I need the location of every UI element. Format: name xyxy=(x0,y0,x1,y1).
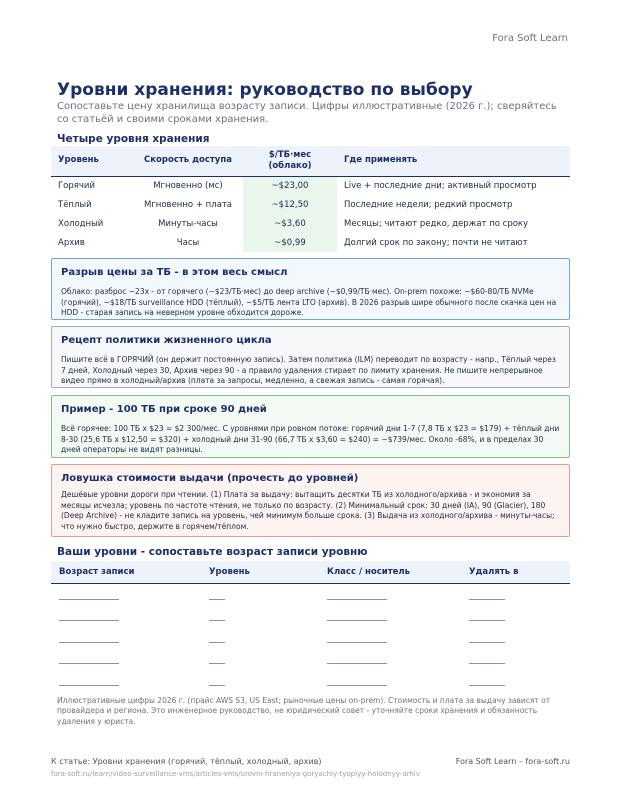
worksheet-heading: Ваши уровни - сопоставьте возраст записи уровню xyxy=(57,546,368,558)
worksheet-cell[interactable] xyxy=(51,669,201,691)
example-callout xyxy=(51,395,570,458)
tier-name: Холодный xyxy=(58,218,104,229)
page-subtitle: Сопоставьте цену хранилища возрасту записи. Цифры иллюстративные (2026 г.); сверяйтесь со статьёй и своими сроками хранения. xyxy=(57,101,557,125)
fill-in-line xyxy=(469,663,505,664)
fill-in-line xyxy=(327,599,387,600)
retrieval-cost-callout xyxy=(51,464,570,537)
fill-in-line xyxy=(59,663,119,664)
tier-use: Live + последние дни; активный просмотр xyxy=(344,180,537,191)
worksheet-cell[interactable] xyxy=(319,583,461,605)
worksheet-cell[interactable] xyxy=(461,626,570,648)
worksheet-cell[interactable] xyxy=(51,583,201,605)
callout-title: Рецепт политики жизненного цикла xyxy=(61,335,272,346)
worksheet-cell[interactable] xyxy=(51,626,201,648)
worksheet-cell[interactable] xyxy=(201,583,319,605)
tier-access: Минуты-часы xyxy=(158,218,218,229)
worksheet-cell[interactable] xyxy=(201,626,319,648)
worksheet-cell[interactable] xyxy=(319,648,461,670)
footer-article-link[interactable]: К статье: Уровни хранения (горячий, тёплый, холодный, архив) xyxy=(51,757,322,766)
worksheet-cell[interactable] xyxy=(319,626,461,648)
fill-in-line xyxy=(469,620,505,621)
col-class-media: Класс / носитель xyxy=(319,561,461,583)
table-row xyxy=(51,214,570,233)
tier-access: Мгновенно + плата xyxy=(144,199,232,210)
footer-url[interactable]: fora-soft.ru/learn/video-surveillance-vms/articles-vms/urovni-hraneniya-goryachiy-tyoplyy-holodnyy-arhiv xyxy=(51,770,420,778)
tier-access: Часы xyxy=(176,237,200,248)
tiers-header-row xyxy=(51,146,570,176)
fill-in-line xyxy=(469,642,505,643)
col-record-age: Возраст записи xyxy=(51,561,201,583)
col-tier: Уровень xyxy=(51,146,133,176)
tiers-table xyxy=(51,146,570,252)
fill-in-line xyxy=(59,642,119,643)
table-row xyxy=(51,233,570,252)
callout-title: Пример - 100 ТБ при сроке 90 дней xyxy=(61,404,267,415)
tier-price: ~$0,99 xyxy=(243,233,337,252)
tier-price: ~$23,00 xyxy=(243,176,337,195)
worksheet-cell[interactable] xyxy=(51,605,201,627)
page-title: Уровни хранения: руководство по выбору xyxy=(57,80,473,100)
tier-access: Мгновенно (мс) xyxy=(153,180,223,191)
disclaimer-note: Иллюстративные цифры 2026 г. (прайс AWS S3, US East; рыночные цены on-prem). Стоимость и плата за выдачу зависят от провайдера и региона. Это инженерное руководство, не юридический совет - уточняйте сроки хранения и обязанность удаления у юриста. xyxy=(57,696,551,726)
tier-price: ~$12,50 xyxy=(243,195,337,214)
worksheet-cell[interactable] xyxy=(461,583,570,605)
fill-in-line xyxy=(209,642,225,643)
table-row xyxy=(51,176,570,195)
tier-use: Долгий срок по закону; почти не читают xyxy=(344,237,528,248)
worksheet-cell[interactable] xyxy=(51,648,201,670)
worksheet-cell[interactable] xyxy=(319,605,461,627)
tier-name: Тёплый xyxy=(58,199,92,210)
worksheet-row xyxy=(51,583,570,605)
worksheet-cell[interactable] xyxy=(461,605,570,627)
tiers-heading: Четыре уровня хранения xyxy=(57,133,210,145)
fill-in-line xyxy=(469,599,505,600)
footer-brand: Fora Soft Learn – fora-soft.ru xyxy=(455,757,570,766)
fill-in-line xyxy=(209,663,225,664)
worksheet-header-row xyxy=(51,561,570,583)
fill-in-line xyxy=(59,620,119,621)
fill-in-line xyxy=(59,599,119,600)
worksheet-cell[interactable] xyxy=(461,648,570,670)
col-tier: Уровень xyxy=(201,561,319,583)
fill-in-line xyxy=(59,685,119,686)
fill-in-line xyxy=(209,599,225,600)
tier-use: Месяцы; читают редко, держат по сроку xyxy=(344,218,529,229)
worksheet-table xyxy=(51,561,570,691)
tier-name: Архив xyxy=(58,237,85,248)
fill-in-line xyxy=(469,685,505,686)
worksheet-cell[interactable] xyxy=(461,669,570,691)
tier-price: ~$3,60 xyxy=(243,214,337,233)
brand-label: Fora Soft Learn xyxy=(492,33,568,44)
callout-text: Дешёвые уровни дороги при чтении. (1) Плата за выдачу: вытащить десятки ТБ из холодного/архива - и экономия за месяцы исчезла; уровень по частоте чтения, не только по возрасту. (2) Минимальный срок: 30 дней (IA), 90 (Glacier), 180 (Deep Archive) - не кладите запись на уровень, чей минимум больше срока. (3) Выдача из холодного/архива - минуты-часы; что нужно быстро, держите в горячем/тёплом. xyxy=(61,490,555,531)
fill-in-line xyxy=(209,685,225,686)
price-gap-callout xyxy=(51,258,570,320)
col-use-case: Где применять xyxy=(337,146,570,176)
worksheet-row xyxy=(51,669,570,691)
callout-text: Пишите всё в ГОРЯЧИЙ (он держит постоянную запись). Затем политика (ILM) переводит по возрасту - напр., Тёплый через 7 дней, Холодный через 30, Архив через 90 - а правило удаления стирает по лимиту хранения. Не пишите непрерывное видео прямо в холодный/архив (плата за запросы, медленно, а свежая запись - самая горячая). xyxy=(61,355,556,386)
callout-title: Разрыв цены за ТБ - в этом весь смысл xyxy=(61,267,288,278)
worksheet-cell[interactable] xyxy=(201,669,319,691)
col-delete-at: Удалять в xyxy=(461,561,570,583)
worksheet-cell[interactable] xyxy=(201,648,319,670)
worksheet-row xyxy=(51,626,570,648)
worksheet-row xyxy=(51,648,570,670)
table-row xyxy=(51,195,570,214)
callout-text: Всё горячее: 100 ТБ x $23 = $2 300/мес. С уровнями при ровном потоке: горячий дни 1-7 (7,8 ТБ x $23 = $179) + тёплый дни 8-30 (25,6 ТБ x $12,50 = $320) + холодный дни 31-90 (66,7 ТБ x $3,60 = $240) = ~$739/мес. Около -68%, и в пределах 30 дней операторы не видят разницы. xyxy=(61,424,560,455)
fill-in-line xyxy=(327,642,387,643)
fill-in-line xyxy=(327,620,387,621)
worksheet-cell[interactable] xyxy=(319,669,461,691)
lifecycle-policy-callout xyxy=(51,326,570,388)
col-access-speed: Скорость доступа xyxy=(133,146,243,176)
fill-in-line xyxy=(209,620,225,621)
fill-in-line xyxy=(327,685,387,686)
tier-use: Последние недели; редкий просмотр xyxy=(344,199,513,210)
worksheet-cell[interactable] xyxy=(201,605,319,627)
callout-text: Облако: разброс ~23х - от горячего (~$23/ТБ·мес) до deep archive (~$0,99/ТБ·мес). On-prem похоже: ~$60-80/ТБ NVMe (горячий), ~$18/ТБ surveillance HDD (тёплый), ~$5/ТБ лента LTO (архив). В 2026 разрыв шире обычного после скачка цен на HDD - старая запись на неверном уровне обходится дороже. xyxy=(61,287,557,318)
col-price: $/ТБ·мес (облако) xyxy=(243,146,337,176)
worksheet-row xyxy=(51,605,570,627)
tier-name: Горячий xyxy=(58,180,95,191)
fill-in-line xyxy=(327,663,387,664)
callout-title: Ловушка стоимости выдачи (прочесть до уровней) xyxy=(61,473,359,484)
